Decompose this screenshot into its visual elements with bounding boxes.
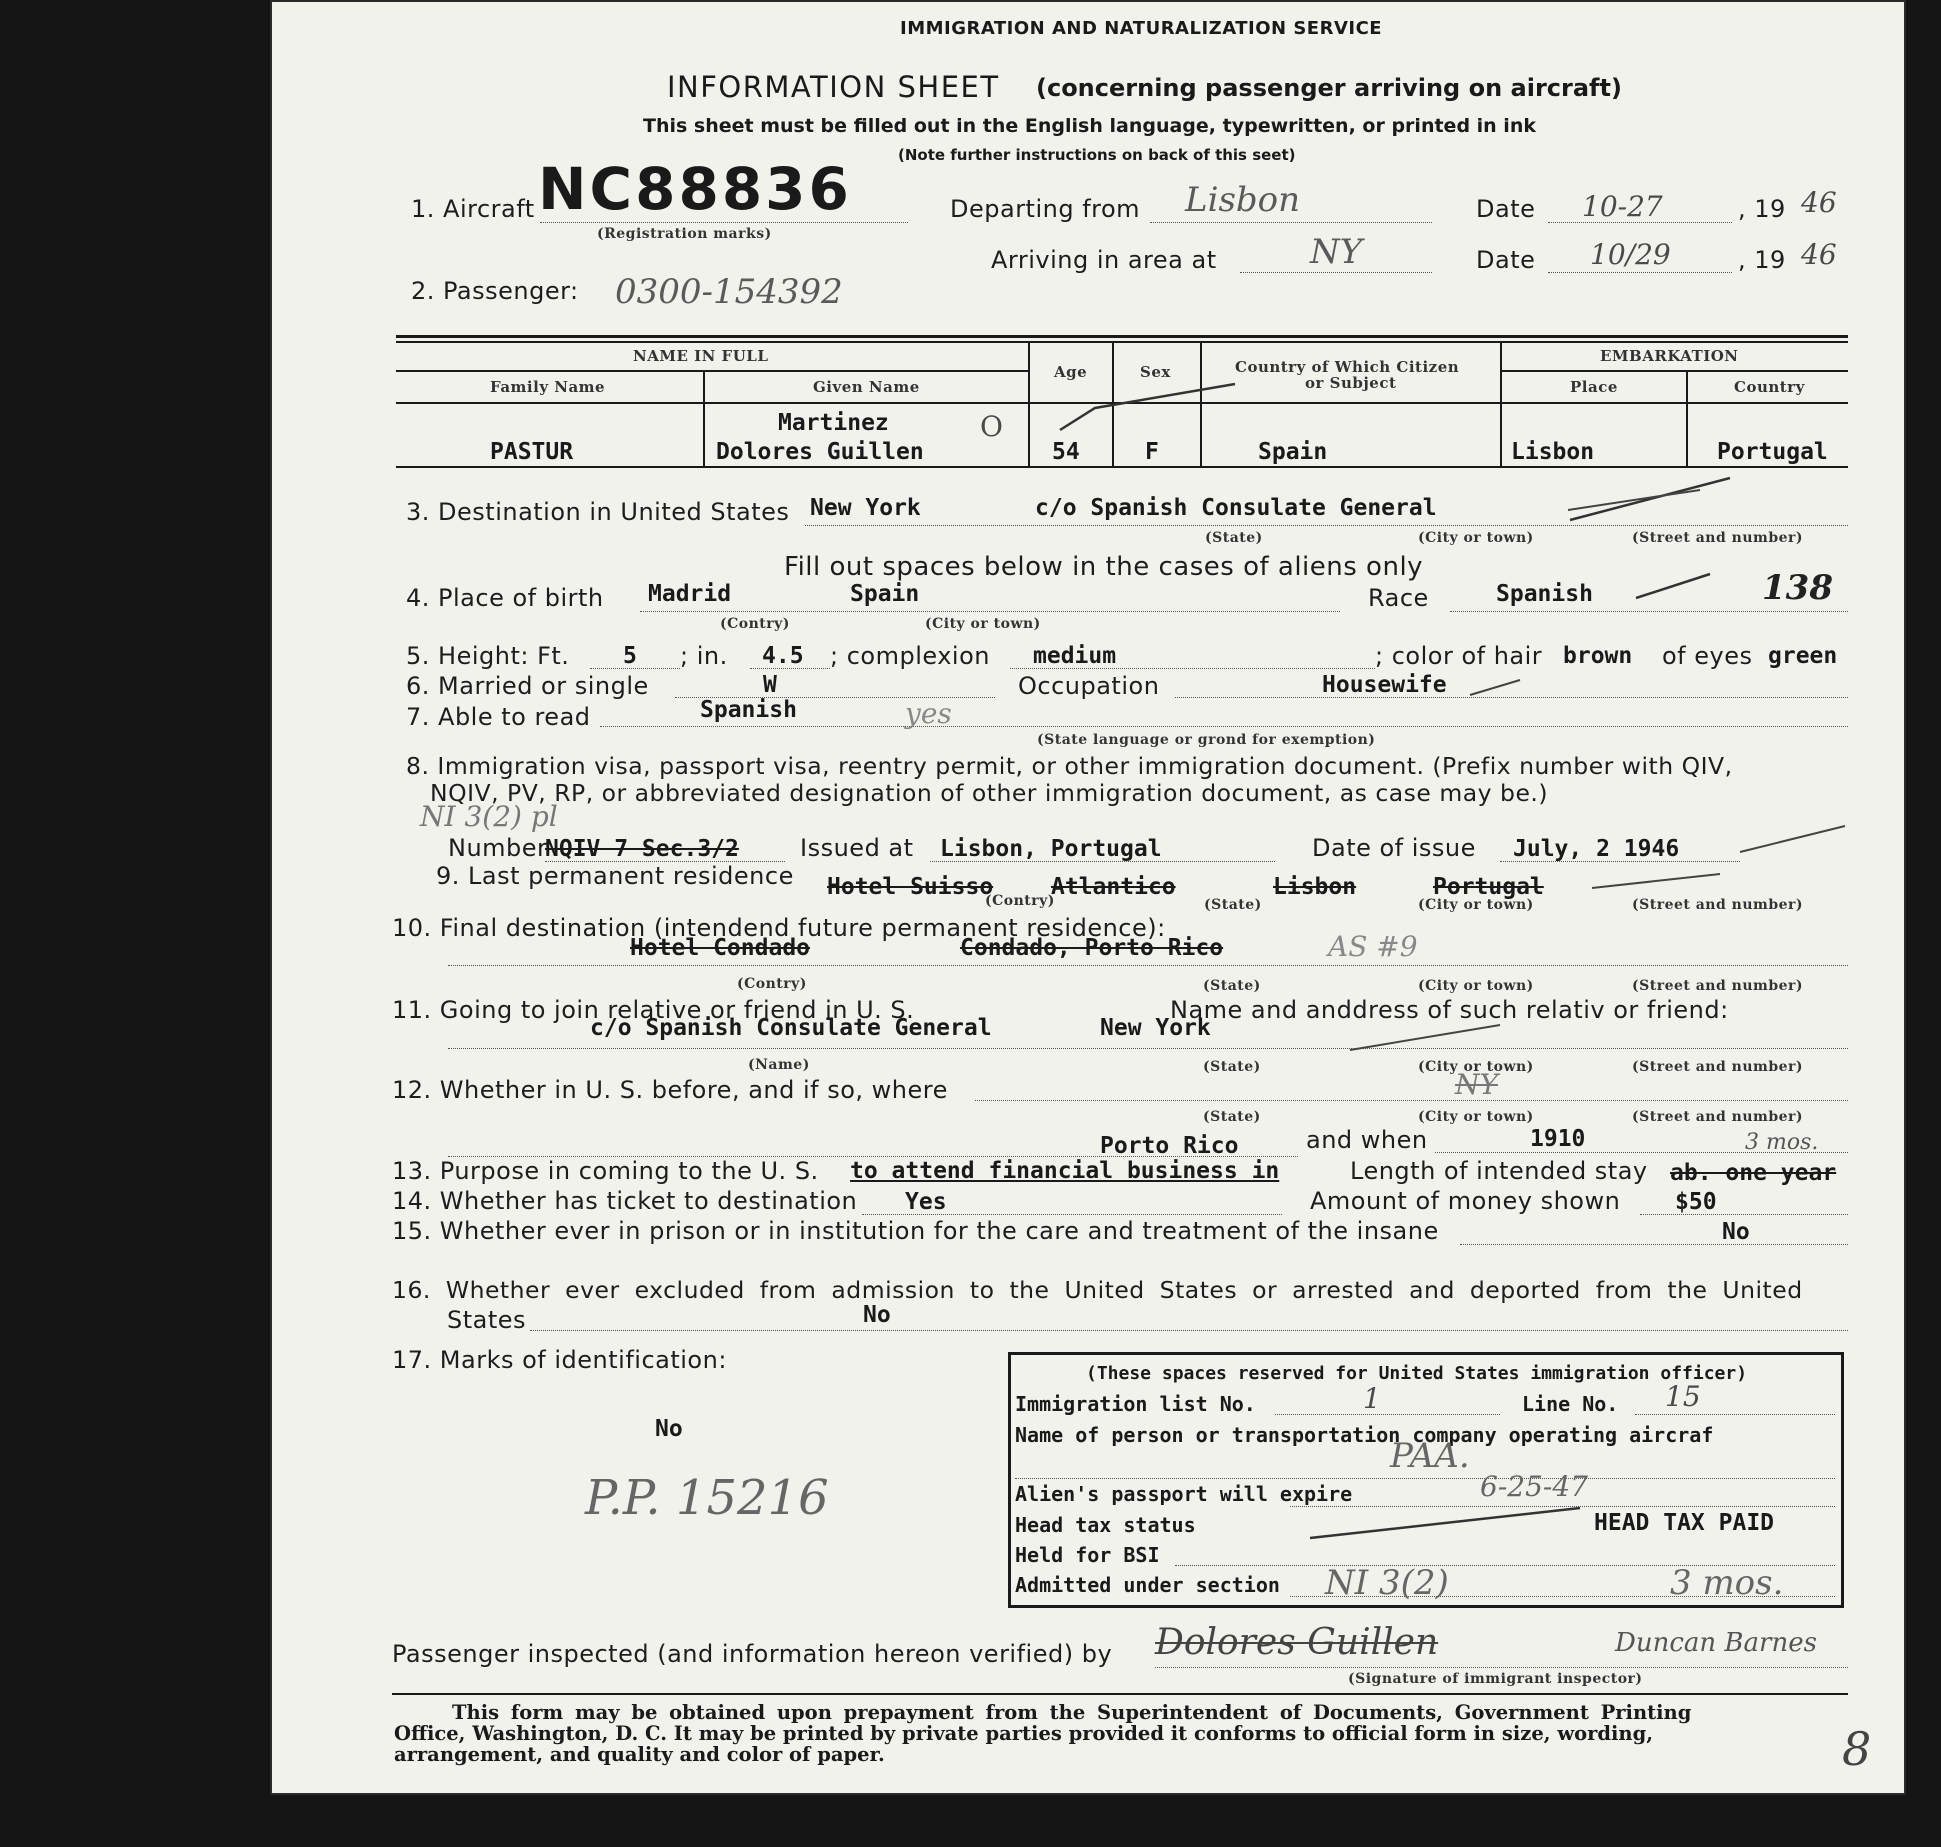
passenger-number: 0300-154392: [615, 272, 843, 312]
agency-name: IMMIGRATION AND NATURALIZATION SERVICE: [900, 18, 1383, 39]
company-value: PAA.: [1390, 1436, 1470, 1476]
form-title-suffix: (concerning passenger arriving on aircraft): [1036, 74, 1622, 102]
visa-line-2: NQIV, PV, RP, or abbreviated designation of other immigration document, as case may be.): [430, 779, 1549, 807]
stroke-headtax: [1310, 1508, 1580, 1538]
given-name-mark: O: [980, 410, 1003, 443]
height-inches: 4.5: [762, 643, 804, 669]
residence-caption-country: (Contry): [985, 893, 1055, 909]
departing-value: Lisbon: [1185, 180, 1301, 220]
marks-hand: P.P. 15216: [585, 1470, 829, 1526]
final-destination-v2: Condado, Porto Rico: [960, 935, 1224, 961]
join-v2: New York: [1100, 1015, 1211, 1041]
stroke-join-tick: [1350, 1025, 1500, 1050]
form-title: INFORMATION SHEET: [667, 70, 1000, 104]
inspector-signature: Duncan Barnes: [1615, 1628, 1817, 1658]
table-header-family: Family Name: [490, 378, 606, 396]
arriving-label: Arriving in area at: [991, 246, 1217, 274]
inspector-caption: (Signature of immigrant inspector): [1348, 1671, 1643, 1687]
issued-at-value: Lisbon, Portugal: [940, 836, 1162, 862]
visa-number-value: NQIV 7 Sec.3/2: [545, 836, 739, 862]
issue-date-value: July, 2 1946: [1513, 836, 1680, 862]
final-destination-hand: AS #9: [1328, 930, 1418, 963]
race-value: Spanish: [1496, 581, 1593, 607]
table-header-emb-country: Country: [1734, 378, 1805, 396]
join-label: 11. Going to join relative or friend in U. S.: [392, 996, 915, 1024]
residence-v2: Atlantico: [1051, 874, 1176, 900]
marital-value: W: [763, 672, 777, 698]
aircraft-registration: NC88836: [538, 155, 852, 223]
occupation-value: Housewife: [1322, 672, 1447, 698]
final-destination-v1: Hotel Condado: [630, 935, 811, 961]
join-caption-city: (City or town): [1418, 1059, 1534, 1075]
destination-caption-state: (State): [1205, 530, 1263, 546]
hair-value: brown: [1563, 643, 1633, 669]
final-caption-state: (State): [1203, 978, 1261, 994]
destination-state: New York: [810, 495, 921, 521]
footer-line-3: arrangement, and quality and color of paper.: [394, 1743, 885, 1766]
arriving-date-label: Date: [1476, 246, 1536, 274]
eyes-value: green: [1768, 643, 1838, 669]
aircraft-label: 1. Aircraft: [411, 195, 535, 223]
join-label-2: Name and anddress of such relativ or friend:: [1170, 996, 1729, 1024]
line-no-value: 15: [1665, 1380, 1701, 1413]
residence-label: 9. Last permanent residence: [436, 862, 794, 890]
visa-number-label: Number: [448, 834, 548, 862]
head-tax-value: HEAD TAX PAID: [1594, 1510, 1775, 1536]
table-header-sex: Sex: [1140, 363, 1171, 381]
list-no-value: 1: [1363, 1382, 1381, 1415]
stroke-race-tick: [1636, 574, 1710, 598]
join-caption-state: (State): [1203, 1059, 1261, 1075]
residence-v3: Lisbon: [1273, 874, 1357, 900]
residence-caption-city: (City or town): [1418, 897, 1534, 913]
prior-caption-street: (Street and number): [1632, 1109, 1804, 1125]
purpose-label: 13. Purpose in coming to the U. S.: [392, 1157, 819, 1185]
race-note: 138: [1762, 568, 1833, 608]
final-caption-city: (City or town): [1418, 978, 1534, 994]
passport-expire-label: Alien's passport will expire: [1015, 1482, 1353, 1506]
admitted-label: Admitted under section: [1015, 1573, 1280, 1597]
table-header-country-2: or Subject: [1305, 374, 1397, 392]
stroke-occupation-tick: [1470, 680, 1520, 695]
prison-label: 15. Whether ever in prison or in institution for the care and treatment of the insane: [392, 1217, 1439, 1245]
read-label: 7. Able to read: [406, 703, 591, 731]
footer-line-2: Office, Washington, D. C. It may be printed by private parties provided it conforms to official form in size, wording,: [394, 1722, 1654, 1745]
family-name-value: PASTUR: [490, 439, 574, 465]
arriving-value: NY: [1310, 232, 1363, 272]
read-caption: (State language or grond for exemption): [1037, 732, 1376, 748]
marital-label: 6. Married or single: [406, 672, 649, 700]
departing-date: 10-27: [1582, 190, 1663, 223]
head-tax-label: Head tax status: [1015, 1513, 1196, 1537]
occupation-label: Occupation: [1018, 672, 1160, 700]
departing-label: Departing from: [950, 195, 1141, 223]
table-header-name-in-full: NAME IN FULL: [633, 347, 769, 365]
ticket-label: 14. Whether has ticket to destination: [392, 1187, 858, 1215]
footer-line-1: This form may be obtained upon prepayment from the Superintendent of Documents, Government Printing: [452, 1701, 1692, 1724]
arriving-year-prefix: , 19: [1738, 246, 1786, 274]
read-hand: yes: [905, 697, 952, 730]
hair-label: ; color of hair: [1375, 642, 1543, 670]
prior-caption-city: (City or town): [1418, 1109, 1534, 1125]
destination-label: 3. Destination in United States: [406, 498, 790, 526]
prison-value: No: [1722, 1219, 1750, 1245]
excluded-value: No: [863, 1302, 891, 1328]
table-header-given: Given Name: [813, 378, 920, 396]
stay-value: ab. one year: [1670, 1160, 1837, 1186]
inspected-label: Passenger inspected (and information hereon verified) by: [392, 1640, 1113, 1668]
passport-expire-value: 6-25-47: [1480, 1470, 1588, 1503]
join-v1: c/o Spanish Consulate General: [590, 1015, 992, 1041]
age-value: 54: [1052, 439, 1080, 465]
table-header-country-1: Country of Which Citizen: [1235, 358, 1460, 376]
stroke-age-check: [1060, 384, 1235, 430]
residence-caption-state: (State): [1204, 897, 1262, 913]
line-no-label: Line No.: [1522, 1392, 1619, 1416]
stay-hand: 3 mos.: [1745, 1130, 1819, 1155]
aliens-only-note: Fill out spaces below in the cases of aliens only: [784, 552, 1424, 582]
marks-label: 17. Marks of identification:: [392, 1346, 727, 1374]
birthplace-caption-city: (City or town): [925, 616, 1041, 632]
final-destination-label: 10. Final destination (intendend future permanent residence):: [392, 914, 1166, 942]
stroke-destination-tick: [1568, 490, 1700, 510]
stroke-residence-tick: [1592, 874, 1720, 888]
prior-us-hand: NY: [1455, 1068, 1498, 1101]
stroke-date-tick: [1740, 826, 1845, 852]
table-header-embarkation: EMBARKATION: [1600, 347, 1739, 365]
birthplace-caption-country: (Contry): [720, 616, 790, 632]
height-label: 5. Height: Ft.: [406, 642, 570, 670]
destination-caption-city: (City or town): [1418, 530, 1534, 546]
citizen-value: Spain: [1258, 439, 1328, 465]
prior-us-place: Porto Rico: [1100, 1133, 1239, 1159]
eyes-label: of eyes: [1662, 642, 1753, 670]
company-label: Name of person or transportation company operating aircraf: [1015, 1423, 1714, 1447]
table-header-place: Place: [1570, 378, 1618, 396]
registration-caption: (Registration marks): [597, 226, 772, 242]
read-value: Spanish: [700, 697, 797, 723]
destination-caption-street: (Street and number): [1632, 530, 1804, 546]
purpose-value: to attend financial business in: [850, 1158, 1280, 1184]
height-inch-label: ; in.: [680, 642, 728, 670]
sex-value: F: [1145, 439, 1159, 465]
residence-caption-street: (Street and number): [1632, 897, 1804, 913]
prior-caption-state: (State): [1203, 1109, 1261, 1125]
page-mark: 8: [1842, 1722, 1872, 1776]
arriving-year: 46: [1801, 238, 1837, 271]
stroke-race-check: [1570, 478, 1730, 520]
given-name-line-2: Dolores Guillen: [716, 439, 924, 465]
visa-line-1: 8. Immigration visa, passport visa, reentry permit, or other immigration document. (Prefix number with QIV,: [406, 752, 1733, 780]
join-caption-street: (Street and number): [1632, 1059, 1804, 1075]
complexion-label: ; complexion: [830, 642, 990, 670]
prior-us-when-label: and when: [1306, 1126, 1428, 1154]
form-note: (Note further instructions on back of this seet): [898, 146, 1296, 164]
stay-label: Length of intended stay: [1350, 1157, 1648, 1185]
join-caption-name: (Name): [748, 1057, 810, 1073]
departing-year: 46: [1801, 186, 1837, 219]
visa-hand: NI 3(2) pl: [420, 800, 558, 833]
embark-country-value: Portugal: [1717, 439, 1828, 465]
passenger-label: 2. Passenger:: [411, 277, 579, 305]
admitted-extra: 3 mos.: [1670, 1563, 1784, 1603]
prior-us-label: 12. Whether in U. S. before, and if so, where: [392, 1076, 948, 1104]
destination-city: c/o Spanish Consulate General: [1035, 495, 1437, 521]
officer-box-header: (These spaces reserved for United States immigration officer): [1086, 1363, 1748, 1384]
table-header-age: Age: [1054, 363, 1088, 381]
given-name-line-1: Martinez: [778, 410, 889, 436]
excluded-line-1: 16. Whether ever excluded from admission to the United States or arrested and deported from the United: [392, 1276, 1803, 1304]
arriving-date: 10/29: [1590, 238, 1671, 271]
list-no-label: Immigration list No.: [1015, 1392, 1256, 1416]
form-instructions: This sheet must be filled out in the English language, typewritten, or printed in ink: [643, 115, 1536, 137]
excluded-line-2: States: [447, 1306, 527, 1334]
final-caption-street: (Street and number): [1632, 978, 1804, 994]
departing-date-label: Date: [1476, 195, 1536, 223]
bsi-label: Held for BSI: [1015, 1543, 1160, 1567]
embark-place-value: Lisbon: [1511, 439, 1595, 465]
departing-year-prefix: , 19: [1738, 195, 1786, 223]
residence-v4: Portugal: [1433, 874, 1544, 900]
ticket-value: Yes: [905, 1189, 947, 1215]
money-value: $50: [1675, 1189, 1717, 1215]
money-label: Amount of money shown: [1310, 1187, 1621, 1215]
prior-us-when: 1910: [1530, 1126, 1586, 1152]
residence-v1: Hotel Suisso: [827, 874, 994, 900]
birthplace-label: 4. Place of birth: [406, 584, 604, 612]
birthplace-country: Spain: [850, 581, 920, 607]
birthplace-city: Madrid: [648, 581, 732, 607]
height-feet: 5: [623, 643, 637, 669]
issue-date-label: Date of issue: [1312, 834, 1476, 862]
final-caption-country: (Contry): [737, 976, 807, 992]
passenger-signature: Dolores Guillen: [1155, 1622, 1439, 1663]
race-label: Race: [1368, 584, 1429, 612]
issued-at-label: Issued at: [800, 834, 914, 862]
marks-value: No: [655, 1416, 683, 1442]
admitted-value: NI 3(2): [1325, 1563, 1449, 1603]
complexion-value: medium: [1033, 643, 1117, 669]
